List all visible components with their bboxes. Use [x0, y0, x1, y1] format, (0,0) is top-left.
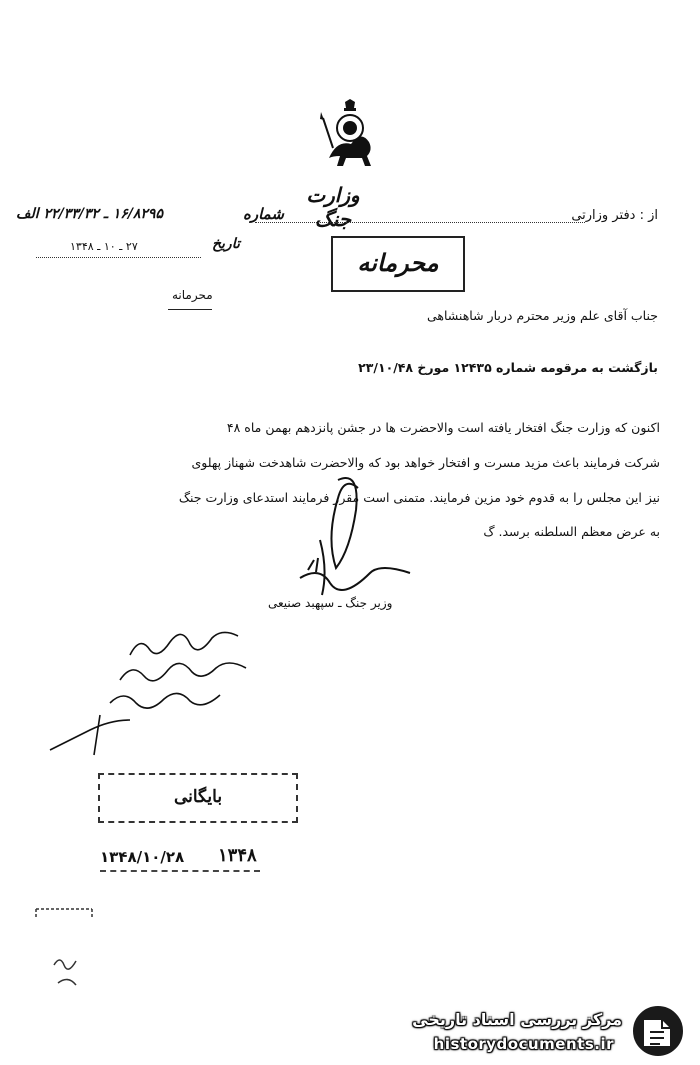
archive-stamp: [98, 773, 298, 823]
lion-and-sun-emblem-icon: [315, 98, 385, 170]
classification-underline: [168, 309, 212, 310]
body-line-2: شرکت فرمایند باعث مزید مسرت و افتخار خواهد بود که والاحضرت شاهدخت شهناز پهلوی: [191, 455, 660, 470]
watermark-url: historydocuments.ir: [433, 1035, 614, 1053]
number-label: شماره: [243, 205, 284, 223]
confidential-stamp-text: محرمانه: [357, 248, 439, 277]
torn-paper-scrap: [34, 905, 96, 1000]
reference-line: بازگشت به مرقومه شماره ۱۲۴۳۵ مورخ ۲۳/۱۰/۴۸: [358, 360, 658, 375]
watermark-title: مرکز بررسی اسناد تاریخی: [412, 1010, 622, 1029]
handwriting-strokes: [40, 605, 270, 765]
body-line-4: به عرض معظم السلطنه برسد. گ: [483, 524, 660, 539]
addressee: جناب آقای علم وزیر محترم دربار شاهنشاهی: [426, 308, 658, 323]
archive-year: ۱۳۴۸: [218, 845, 257, 866]
ministry-title: وزارت جنگ: [306, 183, 360, 231]
handwritten-signature: [280, 470, 420, 605]
from-value: دفتر وزارتی: [571, 208, 636, 223]
from-dotted-line: [255, 222, 585, 223]
confidential-stamp: [331, 236, 465, 292]
date-label: تاریخ: [212, 236, 240, 252]
archive-logo-icon: [628, 1002, 688, 1060]
number-value: ۱۶/۸۲۹۵ ـ ۲۲/۳۳/۳۲ الف: [16, 206, 163, 222]
classification-label: محرمانه: [172, 288, 213, 302]
body-line-3: نیز این مجلس را به قدوم خود مزین فرمایند. متمنی است مقرر فرمایند استدعای وزارت جنگ: [178, 490, 660, 505]
from-label: از : دفتر وزارتی: [571, 208, 658, 223]
body-line-1: اکنون که وزارت جنگ افتخار یافته است والاحضرت ها در جشن پانزدهم بهمن ماه ۴۸: [226, 420, 660, 435]
archive-date-dashed-line: [100, 870, 260, 872]
date-dotted-line: [36, 257, 201, 258]
archive-stamp-text: بایگانی: [173, 787, 223, 807]
handwritten-marginal-note: [40, 605, 270, 765]
archive-date: ۱۳۴۸/۱۰/۲۸: [100, 848, 185, 866]
signatory-name: وزیر جنگ ـ سپهبد صنیعی: [268, 596, 393, 610]
date-value: ۲۷ ـ ۱۰ ـ ۱۳۴۸: [70, 240, 138, 253]
